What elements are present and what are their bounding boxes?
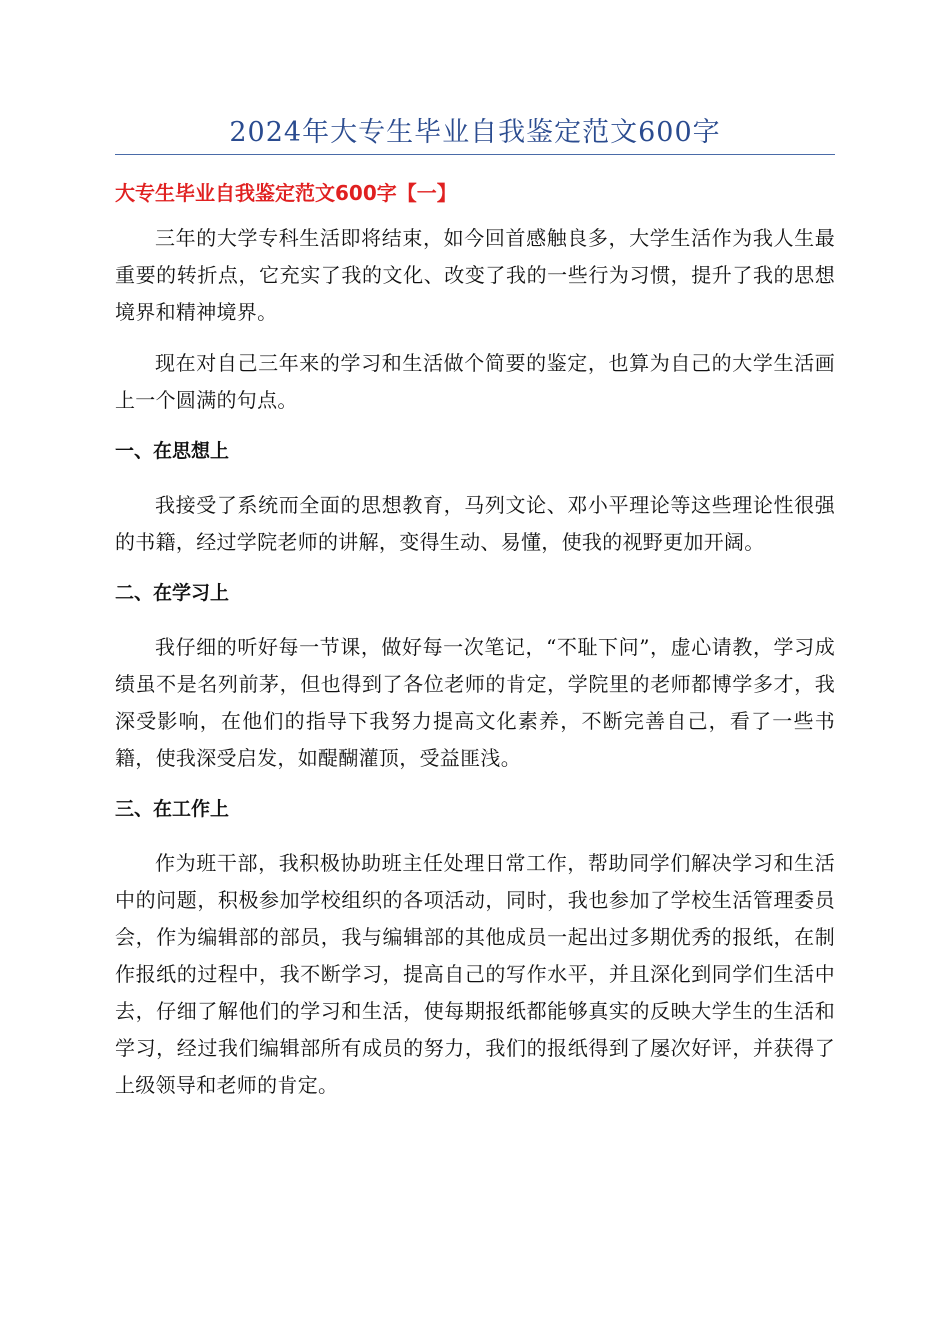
intro-paragraph-2: 现在对自己三年来的学习和生活做个简要的鉴定，也算为自己的大学生活画上一个圆满的句点。 — [115, 351, 835, 412]
heading-work: 三、在工作上 — [115, 798, 230, 820]
heading-ideology: 一、在思想上 — [115, 440, 230, 462]
paragraph-ideology: 我接受了系统而全面的思想教育，马列文论、邓小平理论等这些理论性很强的书籍，经过学院老师的讲解，变得生动、易懂，使我的视野更加开阔。 — [115, 493, 835, 554]
paragraph-work: 作为班干部，我积极协助班主任处理日常工作，帮助同学们解决学习和生活中的问题，积极参加学校组织的各项活动，同时，我也参加了学校生活管理委员会，作为编辑部的部员，我与编辑部的其他成员一起出过多期优秀的报纸，在制作报纸的过程中，我不断学习，提高自己的写作水平，并且深化到同学们生活中去，仔细了解他们的学习和生活，使每期报纸都能够真实的反映大学生的生活和学习，经过我们编辑部所有成员的努力，我们的报纸得到了屡次好评，并获得了上级领导和老师的肯定。 — [115, 851, 835, 1097]
heading-study: 二、在学习上 — [115, 582, 230, 604]
document-body — [115, 174, 835, 1118]
document-title: 2024年大专生毕业自我鉴定范文600字 — [229, 117, 721, 148]
section-title: 大专生毕业自我鉴定范文600字【一】 — [115, 181, 457, 205]
paragraph-study: 我仔细的听好每一节课，做好每一次笔记，“不耻下问”，虚心请教，学习成绩虽不是名列前茅，但也得到了各位老师的肯定，学院里的老师都博学多才，我深受影响，在他们的指导下我努力提高文化素养，不断完善自己，看了一些书籍，使我深受启发，如醍醐灌顶，受益匪浅。 — [115, 635, 835, 770]
title-underline — [115, 154, 835, 155]
intro-paragraph-1: 三年的大学专科生活即将结束，如今回首感触良多，大学生活作为我人生最重要的转折点，它充实了我的文化、改变了我的一些行为习惯，提升了我的思想境界和精神境界。 — [115, 226, 835, 324]
